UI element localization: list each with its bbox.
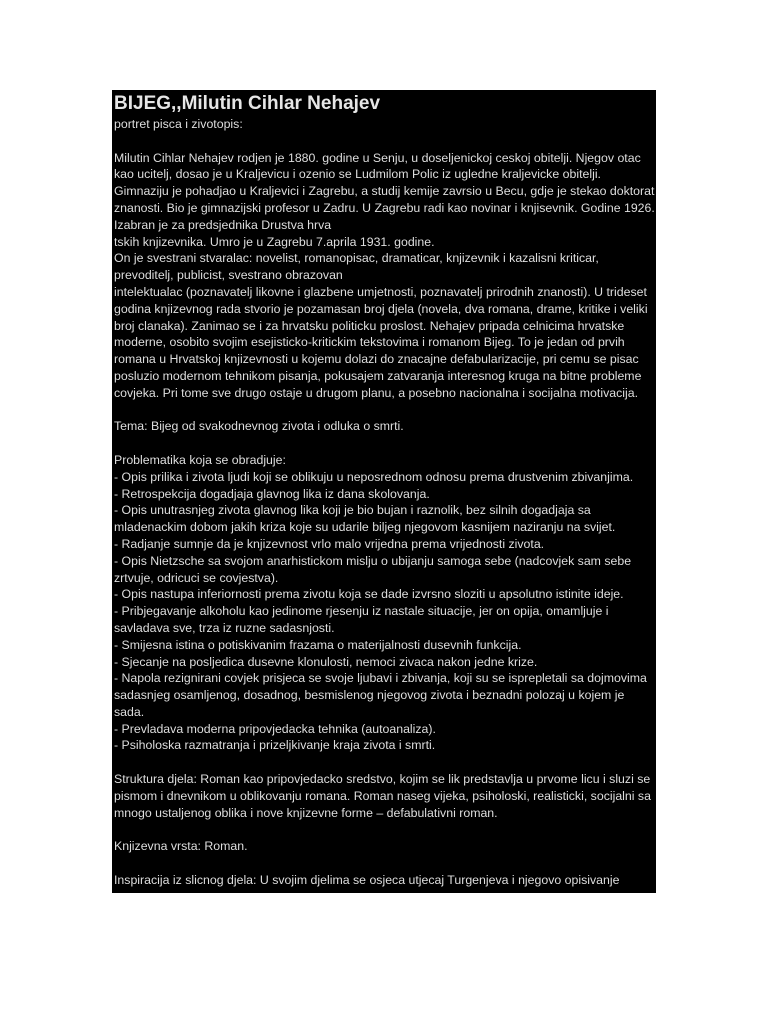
document-title: BIJEG,,Milutin Cihlar Nehajev [114,93,381,114]
text-line [114,855,655,872]
text-line: prevoditelj, publicist, svestrano obrazovan [114,268,343,283]
text-line [114,754,655,771]
text-line: Milutin Cihlar Nehajev rodjen je 1880. godine u Senju, u doseljenickoj ceskoj obitelji. Njegov otac [114,150,641,165]
text-line: - Smijesna istina o potiskivanim frazama o materijalnosti dusevnih funkcija. [114,637,522,652]
text-line: - Sjecanje na posljedica dusevne klonulosti, nemoci zivaca nakon jedne krize. [114,654,538,669]
text-line: Struktura djela: Roman kao pripovjedacko sredstvo, kojim se lik predstavlja u prvome licu i sluzi se [114,772,651,787]
text-line: znanosti. Bio je gimnazijski profesor u Zadru. U Zagrebu radi kao novinar i knjisevnik. Godine 1926. [114,200,655,215]
text-line: sada. [114,704,145,719]
text-line: zrtvuje, odricuci se covjestva). [114,570,279,585]
text-line: - Prevladava moderna pripovjedacka tehnika (autoanaliza). [114,721,436,736]
text-line: sadasnjeg osamljenog, dosadnog, besmislenog njegovog zivota i beznadni polozaj u kojem je [114,688,625,703]
text-line: Izabran je za predsjednika Drustva hrva [114,217,332,232]
text-line: covjeka. Pri tome sve drugo ostaje u drugom planu, a posebno nacionalna i socijalna motivacija. [114,385,639,400]
text-line: - Opis prilika i zivota ljudi koji se oblikuju u neposrednom odnosu prema drustvenim zbivanjima. [114,469,634,484]
text-line: On je svestrani stvaralac: novelist, romanopisac, dramaticar, knjizevnik i kazalisni kriticar, [114,251,599,266]
text-line: mnogo ustaljenog oblika i nove knjizevne forme – defabulativni roman. [114,805,498,820]
text-line: Gimnaziju je pohadjao u Kraljevici i Zagrebu, a studij kemije zavrsio u Becu, gdje je stekao doktorat [114,184,655,199]
text-line: posluzio modernom tehnikom pisanja, pokusajem zatvaranja interesnog kruga na bitne probleme [114,368,642,383]
text-line: intelektualac (poznavatelj likovne i glazbene umjetnosti, poznavatelj prirodnih znanosti). U trideset [114,284,647,299]
text-line: - Retrospekcija dogadjaja glavnog lika iz dana skolovanja. [114,486,430,501]
text-line [114,821,655,838]
text-line: mladenackim dobom jakih kriza koje su udarile biljeg njegovom kasnijem naziranju na svijet. [114,520,616,535]
text-line: - Opis unutrasnjeg zivota glavnog lika koji je bio bujan i raznolik, bez silnih dogadjaja sa [114,503,591,518]
text-line: - Pribjegavanje alkoholu kao jedinome rjesenju iz nastale situacije, jer on opija, omamljuje i [114,604,609,619]
text-line [114,402,655,419]
text-line: - Radjanje sumnje da je knjizevnost vrlo malo vrijedna prema vrijednosti zivota. [114,536,545,551]
text-line: romana u Hrvatskoj knjizevnosti u kojemu dolazi do znacajne defabularizacije, pri cemu se pisac [114,352,639,367]
text-line: portret pisca i zivotopis: [114,117,243,131]
text-line: Tema: Bijeg od svakodnevnog zivota i odluka o smrti. [114,419,404,434]
text-line: - Opis Nietzsche sa svojom anarhistickom mislju o ubijanju samoga sebe (nadcovjek sam sebe [114,553,632,568]
text-line: - Napola rezignirani covjek prisjeca se svoje ljubavi i zbivanja, koji su se isprepletali sa dojmovima [114,671,647,686]
text-line: tskih knjizevnika. Umro je u Zagrebu 7.aprila 1931. godine. [114,234,435,249]
text-line: Problematika koja se obradjuje: [114,452,286,467]
document-body [114,116,656,889]
text-line [114,133,655,150]
text-line [114,435,655,452]
text-line: broj clanaka). Zanimao se i za hrvatsku politicku proslost. Nehajev pripada celnicima hrvatske [114,318,625,333]
text-line: Inspiracija iz slicnog djela: U svojim djelima se osjeca utjecaj Turgenjeva i njegovo opisivanje [114,872,620,887]
text-line: - Psiholoska razmatranja i prizeljkivanje kraja zivota i smrti. [114,738,436,753]
text-line: moderne, osobito svojim esejisticko-kritickim tekstovima i romanom Bijeg. To je jedan od prvih [114,335,625,350]
text-line: godina knjizevnog rada stvorio je pozamasan broj djela (novela, dva romana, drame, kritike i veliki [114,301,648,316]
text-line: pismom i dnevnikom u oblikovanju romana. Roman naseg vijeka, psiholoski, realisticki, socijalni sa [114,788,651,803]
text-line: savladava sve, trza iz ruzne sadasnjosti. [114,620,335,635]
text-line: kao ucitelj, dosao je u Kraljevicu i ozenio se Ludmilom Polic iz ugledne kraljevicke obitelji. [114,167,601,182]
text-line: Knjizevna vrsta: Roman. [114,839,248,854]
document-panel [112,90,656,893]
text-line: - Opis nastupa inferiornosti prema zivotu koja se dade izvrsno sloziti u apsolutno istinite ideje. [114,587,624,602]
